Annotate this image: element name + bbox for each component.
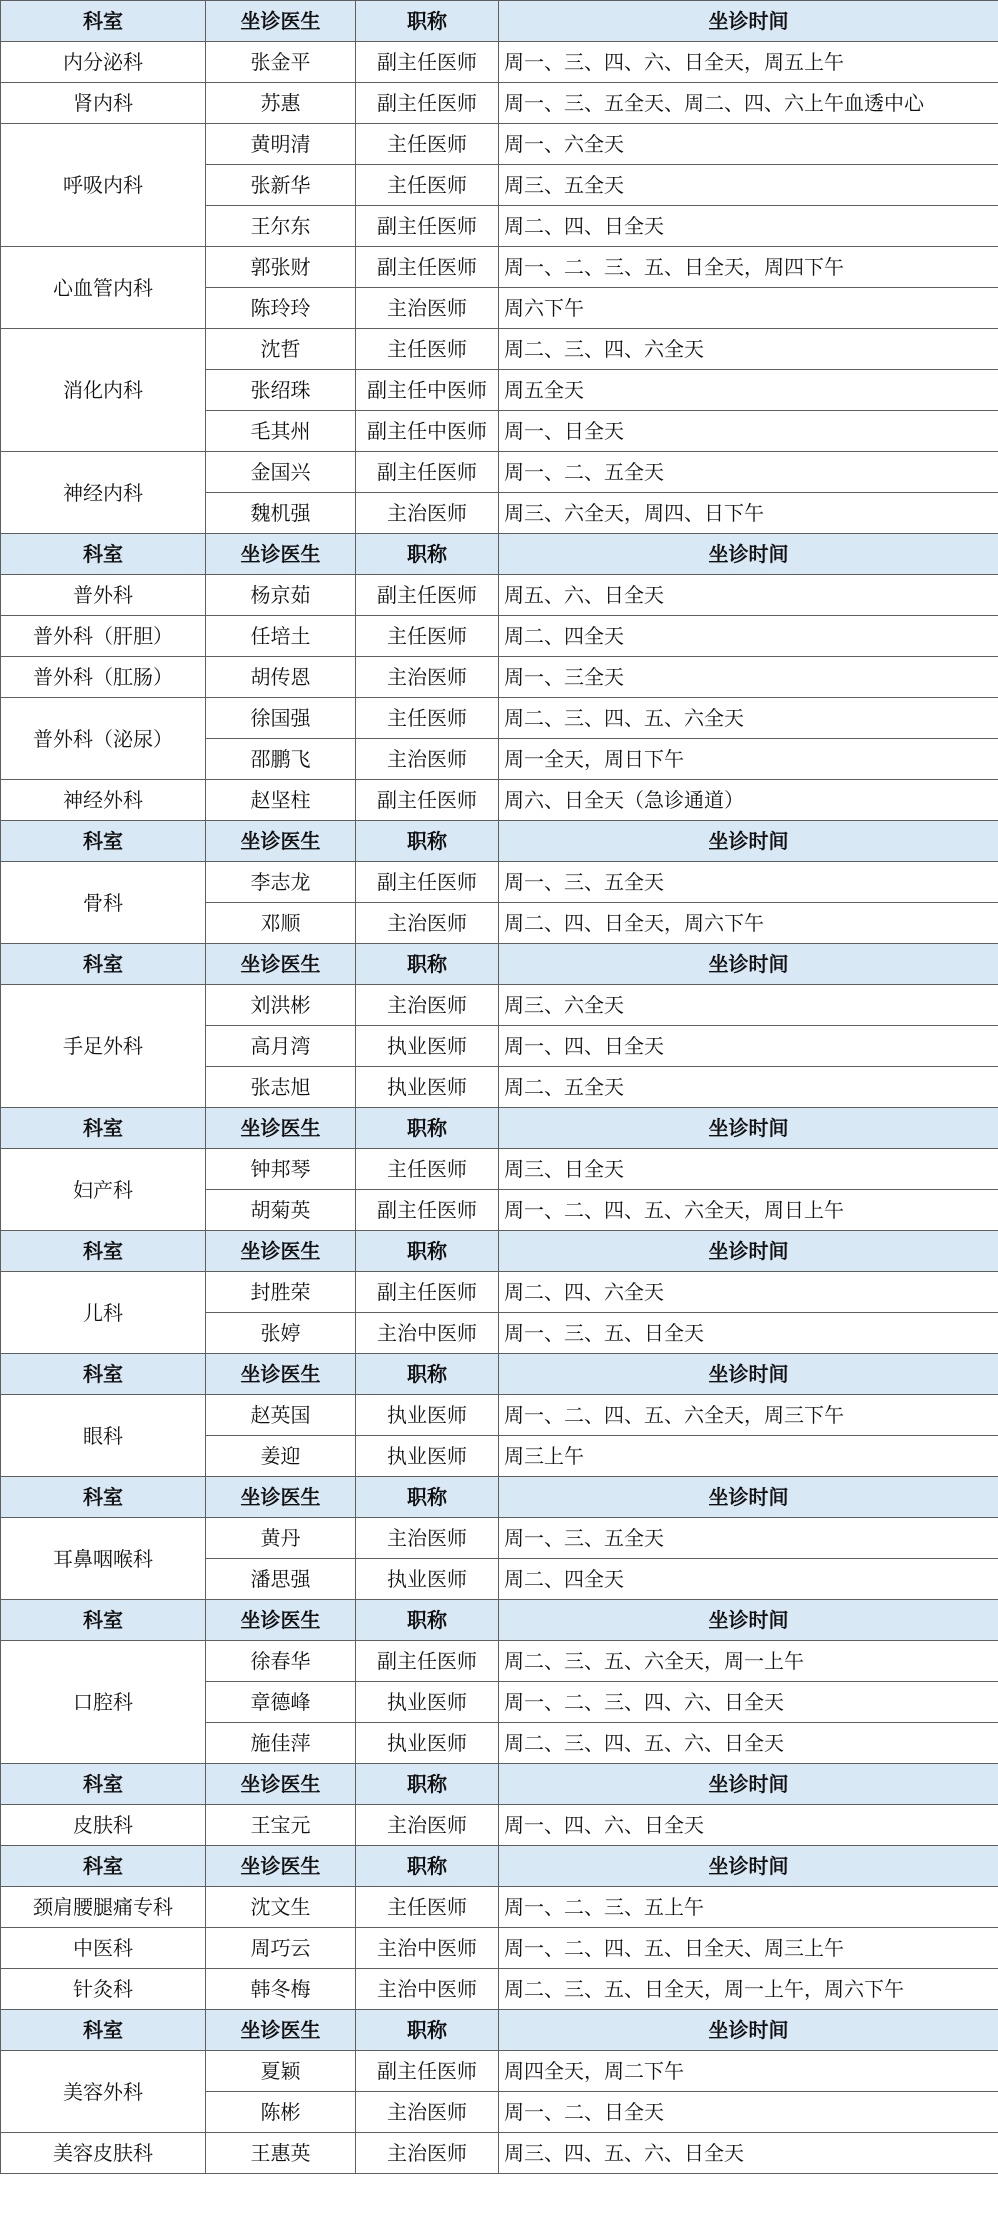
- header-doctor: 坐诊医生: [206, 1231, 356, 1272]
- title-cell: 副主任中医师: [356, 370, 499, 411]
- header-title: 职称: [356, 1477, 499, 1518]
- doctor-cell: 胡传恩: [206, 657, 356, 698]
- time-cell: 周二、四、日全天，周六下午: [499, 903, 998, 944]
- doctor-cell: 邵鹏飞: [206, 739, 356, 780]
- header-time: 坐诊时间: [499, 1354, 998, 1395]
- header-dept: 科室: [1, 1477, 206, 1518]
- doctor-cell: 陈彬: [206, 2092, 356, 2133]
- department-cell: 神经内科: [1, 452, 206, 534]
- doctor-cell: 姜迎: [206, 1436, 356, 1477]
- header-time: 坐诊时间: [499, 1764, 998, 1805]
- doctor-cell: 刘洪彬: [206, 985, 356, 1026]
- table-row: [1, 1887, 998, 1928]
- department-cell: 美容外科: [1, 2051, 206, 2133]
- header-doctor: 坐诊医生: [206, 1846, 356, 1887]
- doctor-cell: 封胜荣: [206, 1272, 356, 1313]
- header-title: 职称: [356, 1846, 499, 1887]
- header-title: 职称: [356, 2010, 499, 2051]
- header-row: [1, 2010, 998, 2051]
- doctor-cell: 王惠英: [206, 2133, 356, 2174]
- time-cell: 周二、三、五、六全天，周一上午: [499, 1641, 998, 1682]
- header-dept: 科室: [1, 1231, 206, 1272]
- header-doctor: 坐诊医生: [206, 1354, 356, 1395]
- time-cell: 周二、三、四、六全天: [499, 329, 998, 370]
- time-cell: 周一、四、日全天: [499, 1026, 998, 1067]
- doctor-cell: 邓顺: [206, 903, 356, 944]
- time-cell: 周三、四、五、六、日全天: [499, 2133, 998, 2174]
- doctor-cell: 黄明清: [206, 124, 356, 165]
- title-cell: 副主任医师: [356, 452, 499, 493]
- table-row: [1, 329, 998, 370]
- table-row: [1, 575, 998, 616]
- header-doctor: 坐诊医生: [206, 821, 356, 862]
- title-cell: 副主任医师: [356, 206, 499, 247]
- table-row: [1, 1969, 998, 2010]
- title-cell: 副主任医师: [356, 862, 499, 903]
- header-row: [1, 1108, 998, 1149]
- time-cell: 周一、二、四、五、六全天，周日上午: [499, 1190, 998, 1231]
- department-cell: 口腔科: [1, 1641, 206, 1764]
- doctor-cell: 沈哲: [206, 329, 356, 370]
- table-row: [1, 1272, 998, 1313]
- time-cell: 周三、六全天: [499, 985, 998, 1026]
- title-cell: 副主任医师: [356, 2051, 499, 2092]
- table-row: [1, 1805, 998, 1846]
- department-cell: 儿科: [1, 1272, 206, 1354]
- title-cell: 执业医师: [356, 1436, 499, 1477]
- title-cell: 副主任医师: [356, 42, 499, 83]
- header-doctor: 坐诊医生: [206, 2010, 356, 2051]
- department-cell: 神经外科: [1, 780, 206, 821]
- doctor-cell: 杨京茹: [206, 575, 356, 616]
- time-cell: 周二、四全天: [499, 616, 998, 657]
- header-dept: 科室: [1, 534, 206, 575]
- header-row: [1, 1477, 998, 1518]
- doctor-cell: 胡菊英: [206, 1190, 356, 1231]
- department-cell: 耳鼻咽喉科: [1, 1518, 206, 1600]
- header-row: [1, 1231, 998, 1272]
- header-dept: 科室: [1, 1, 206, 42]
- header-title: 职称: [356, 1600, 499, 1641]
- department-cell: 呼吸内科: [1, 124, 206, 247]
- header-dept: 科室: [1, 821, 206, 862]
- time-cell: 周一全天，周日下午: [499, 739, 998, 780]
- time-cell: 周一、二、三、五上午: [499, 1887, 998, 1928]
- doctor-cell: 郭张财: [206, 247, 356, 288]
- title-cell: 主治中医师: [356, 1928, 499, 1969]
- time-cell: 周一、六全天: [499, 124, 998, 165]
- doctor-cell: 张金平: [206, 42, 356, 83]
- department-cell: 普外科（泌尿）: [1, 698, 206, 780]
- time-cell: 周一、二、日全天: [499, 2092, 998, 2133]
- doctor-cell: 高月湾: [206, 1026, 356, 1067]
- doctor-cell: 毛其州: [206, 411, 356, 452]
- time-cell: 周六下午: [499, 288, 998, 329]
- table-row: [1, 247, 998, 288]
- header-time: 坐诊时间: [499, 1, 998, 42]
- department-cell: 皮肤科: [1, 1805, 206, 1846]
- doctor-cell: 黄丹: [206, 1518, 356, 1559]
- header-time: 坐诊时间: [499, 2010, 998, 2051]
- title-cell: 主任医师: [356, 329, 499, 370]
- header-row: [1, 821, 998, 862]
- time-cell: 周一、四、六、日全天: [499, 1805, 998, 1846]
- title-cell: 主任医师: [356, 165, 499, 206]
- doctor-cell: 苏惠: [206, 83, 356, 124]
- header-row: [1, 1600, 998, 1641]
- department-cell: 普外科: [1, 575, 206, 616]
- table-row: [1, 452, 998, 493]
- header-doctor: 坐诊医生: [206, 1764, 356, 1805]
- title-cell: 执业医师: [356, 1723, 499, 1764]
- header-time: 坐诊时间: [499, 944, 998, 985]
- title-cell: 主治医师: [356, 739, 499, 780]
- header-title: 职称: [356, 534, 499, 575]
- header-row: [1, 1, 998, 42]
- header-dept: 科室: [1, 1846, 206, 1887]
- header-doctor: 坐诊医生: [206, 534, 356, 575]
- doctor-cell: 张绍珠: [206, 370, 356, 411]
- table-row: [1, 862, 998, 903]
- title-cell: 主治医师: [356, 288, 499, 329]
- time-cell: 周一、三、五全天: [499, 862, 998, 903]
- title-cell: 主任医师: [356, 124, 499, 165]
- table-row: [1, 1641, 998, 1682]
- table-row: [1, 124, 998, 165]
- header-row: [1, 1354, 998, 1395]
- title-cell: 主治医师: [356, 1518, 499, 1559]
- time-cell: 周一、三、四、六、日全天，周五上午: [499, 42, 998, 83]
- department-cell: 美容皮肤科: [1, 2133, 206, 2174]
- time-cell: 周三、五全天: [499, 165, 998, 206]
- time-cell: 周五全天: [499, 370, 998, 411]
- doctor-cell: 魏机强: [206, 493, 356, 534]
- title-cell: 主治医师: [356, 2092, 499, 2133]
- title-cell: 副主任医师: [356, 1641, 499, 1682]
- header-dept: 科室: [1, 944, 206, 985]
- time-cell: 周三、日全天: [499, 1149, 998, 1190]
- schedule-body: [1, 1, 998, 2174]
- time-cell: 周一、三、五、日全天: [499, 1313, 998, 1354]
- time-cell: 周二、三、四、五、六全天: [499, 698, 998, 739]
- title-cell: 主治医师: [356, 2133, 499, 2174]
- time-cell: 周一、三、五全天: [499, 1518, 998, 1559]
- header-row: [1, 1846, 998, 1887]
- time-cell: 周一、二、四、五、六全天，周三下午: [499, 1395, 998, 1436]
- doctor-cell: 潘思强: [206, 1559, 356, 1600]
- header-title: 职称: [356, 1354, 499, 1395]
- title-cell: 主任医师: [356, 616, 499, 657]
- title-cell: 副主任医师: [356, 575, 499, 616]
- table-row: [1, 616, 998, 657]
- doctor-cell: 章德峰: [206, 1682, 356, 1723]
- header-title: 职称: [356, 1, 499, 42]
- title-cell: 执业医师: [356, 1026, 499, 1067]
- header-time: 坐诊时间: [499, 1846, 998, 1887]
- table-row: [1, 698, 998, 739]
- header-title: 职称: [356, 1231, 499, 1272]
- doctor-cell: 徐国强: [206, 698, 356, 739]
- title-cell: 主治医师: [356, 657, 499, 698]
- department-cell: 内分泌科: [1, 42, 206, 83]
- department-cell: 普外科（肛肠）: [1, 657, 206, 698]
- title-cell: 副主任医师: [356, 1190, 499, 1231]
- doctor-cell: 张婷: [206, 1313, 356, 1354]
- title-cell: 主治医师: [356, 1805, 499, 1846]
- department-cell: 消化内科: [1, 329, 206, 452]
- title-cell: 副主任医师: [356, 247, 499, 288]
- doctor-cell: 王宝元: [206, 1805, 356, 1846]
- table-row: [1, 780, 998, 821]
- table-row: [1, 1149, 998, 1190]
- time-cell: 周二、四、六全天: [499, 1272, 998, 1313]
- title-cell: 主任医师: [356, 1887, 499, 1928]
- title-cell: 主治医师: [356, 985, 499, 1026]
- title-cell: 副主任中医师: [356, 411, 499, 452]
- doctor-cell: 张志旭: [206, 1067, 356, 1108]
- time-cell: 周一、二、四、五、日全天、周三上午: [499, 1928, 998, 1969]
- title-cell: 副主任医师: [356, 83, 499, 124]
- time-cell: 周三、六全天，周四、日下午: [499, 493, 998, 534]
- header-row: [1, 944, 998, 985]
- title-cell: 主治医师: [356, 903, 499, 944]
- header-dept: 科室: [1, 1108, 206, 1149]
- department-cell: 妇产科: [1, 1149, 206, 1231]
- department-cell: 眼科: [1, 1395, 206, 1477]
- department-cell: 针灸科: [1, 1969, 206, 2010]
- table-row: [1, 2051, 998, 2092]
- header-dept: 科室: [1, 1764, 206, 1805]
- title-cell: 副主任医师: [356, 780, 499, 821]
- department-cell: 手足外科: [1, 985, 206, 1108]
- table-row: [1, 1395, 998, 1436]
- time-cell: 周五、六、日全天: [499, 575, 998, 616]
- time-cell: 周二、四、日全天: [499, 206, 998, 247]
- header-dept: 科室: [1, 2010, 206, 2051]
- time-cell: 周二、三、四、五、六、日全天: [499, 1723, 998, 1764]
- header-dept: 科室: [1, 1600, 206, 1641]
- header-time: 坐诊时间: [499, 821, 998, 862]
- doctor-cell: 李志龙: [206, 862, 356, 903]
- title-cell: 执业医师: [356, 1559, 499, 1600]
- table-row: [1, 985, 998, 1026]
- department-cell: 肾内科: [1, 83, 206, 124]
- header-doctor: 坐诊医生: [206, 1108, 356, 1149]
- time-cell: 周一、二、五全天: [499, 452, 998, 493]
- time-cell: 周一、三、五全天、周二、四、六上午血透中心: [499, 83, 998, 124]
- table-row: [1, 657, 998, 698]
- time-cell: 周二、五全天: [499, 1067, 998, 1108]
- department-cell: 普外科（肝胆）: [1, 616, 206, 657]
- header-time: 坐诊时间: [499, 1231, 998, 1272]
- department-cell: 骨科: [1, 862, 206, 944]
- title-cell: 执业医师: [356, 1682, 499, 1723]
- doctor-cell: 王尔东: [206, 206, 356, 247]
- title-cell: 主任医师: [356, 1149, 499, 1190]
- header-title: 职称: [356, 944, 499, 985]
- header-time: 坐诊时间: [499, 1600, 998, 1641]
- doctor-cell: 沈文生: [206, 1887, 356, 1928]
- header-doctor: 坐诊医生: [206, 944, 356, 985]
- doctor-cell: 赵坚柱: [206, 780, 356, 821]
- doctor-cell: 夏颖: [206, 2051, 356, 2092]
- header-doctor: 坐诊医生: [206, 1, 356, 42]
- title-cell: 主任医师: [356, 698, 499, 739]
- title-cell: 主治医师: [356, 493, 499, 534]
- header-title: 职称: [356, 1108, 499, 1149]
- time-cell: 周一、二、三、五、日全天，周四下午: [499, 247, 998, 288]
- time-cell: 周一、二、三、四、六、日全天: [499, 1682, 998, 1723]
- doctor-cell: 徐春华: [206, 1641, 356, 1682]
- time-cell: 周四全天，周二下午: [499, 2051, 998, 2092]
- doctor-cell: 任培土: [206, 616, 356, 657]
- header-dept: 科室: [1, 1354, 206, 1395]
- title-cell: 主治中医师: [356, 1969, 499, 2010]
- table-row: [1, 1928, 998, 1969]
- title-cell: 执业医师: [356, 1067, 499, 1108]
- doctor-cell: 金国兴: [206, 452, 356, 493]
- header-row: [1, 534, 998, 575]
- table-row: [1, 2133, 998, 2174]
- header-time: 坐诊时间: [499, 1108, 998, 1149]
- department-cell: 心血管内科: [1, 247, 206, 329]
- title-cell: 执业医师: [356, 1395, 499, 1436]
- header-row: [1, 1764, 998, 1805]
- title-cell: 副主任医师: [356, 1272, 499, 1313]
- doctor-cell: 周巧云: [206, 1928, 356, 1969]
- doctor-cell: 陈玲玲: [206, 288, 356, 329]
- department-cell: 颈肩腰腿痛专科: [1, 1887, 206, 1928]
- header-time: 坐诊时间: [499, 1477, 998, 1518]
- header-time: 坐诊时间: [499, 534, 998, 575]
- table-row: [1, 83, 998, 124]
- doctor-cell: 赵英国: [206, 1395, 356, 1436]
- time-cell: 周三上午: [499, 1436, 998, 1477]
- table-row: [1, 42, 998, 83]
- time-cell: 周二、三、五、日全天，周一上午，周六下午: [499, 1969, 998, 2010]
- time-cell: 周一、日全天: [499, 411, 998, 452]
- header-title: 职称: [356, 1764, 499, 1805]
- header-doctor: 坐诊医生: [206, 1477, 356, 1518]
- table-row: [1, 1518, 998, 1559]
- time-cell: 周二、四全天: [499, 1559, 998, 1600]
- department-cell: 中医科: [1, 1928, 206, 1969]
- time-cell: 周一、三全天: [499, 657, 998, 698]
- doctor-cell: 张新华: [206, 165, 356, 206]
- doctor-cell: 钟邦琴: [206, 1149, 356, 1190]
- doctor-cell: 韩冬梅: [206, 1969, 356, 2010]
- title-cell: 主治中医师: [356, 1313, 499, 1354]
- time-cell: 周六、日全天（急诊通道）: [499, 780, 998, 821]
- doctor-cell: 施佳萍: [206, 1723, 356, 1764]
- header-title: 职称: [356, 821, 499, 862]
- header-doctor: 坐诊医生: [206, 1600, 356, 1641]
